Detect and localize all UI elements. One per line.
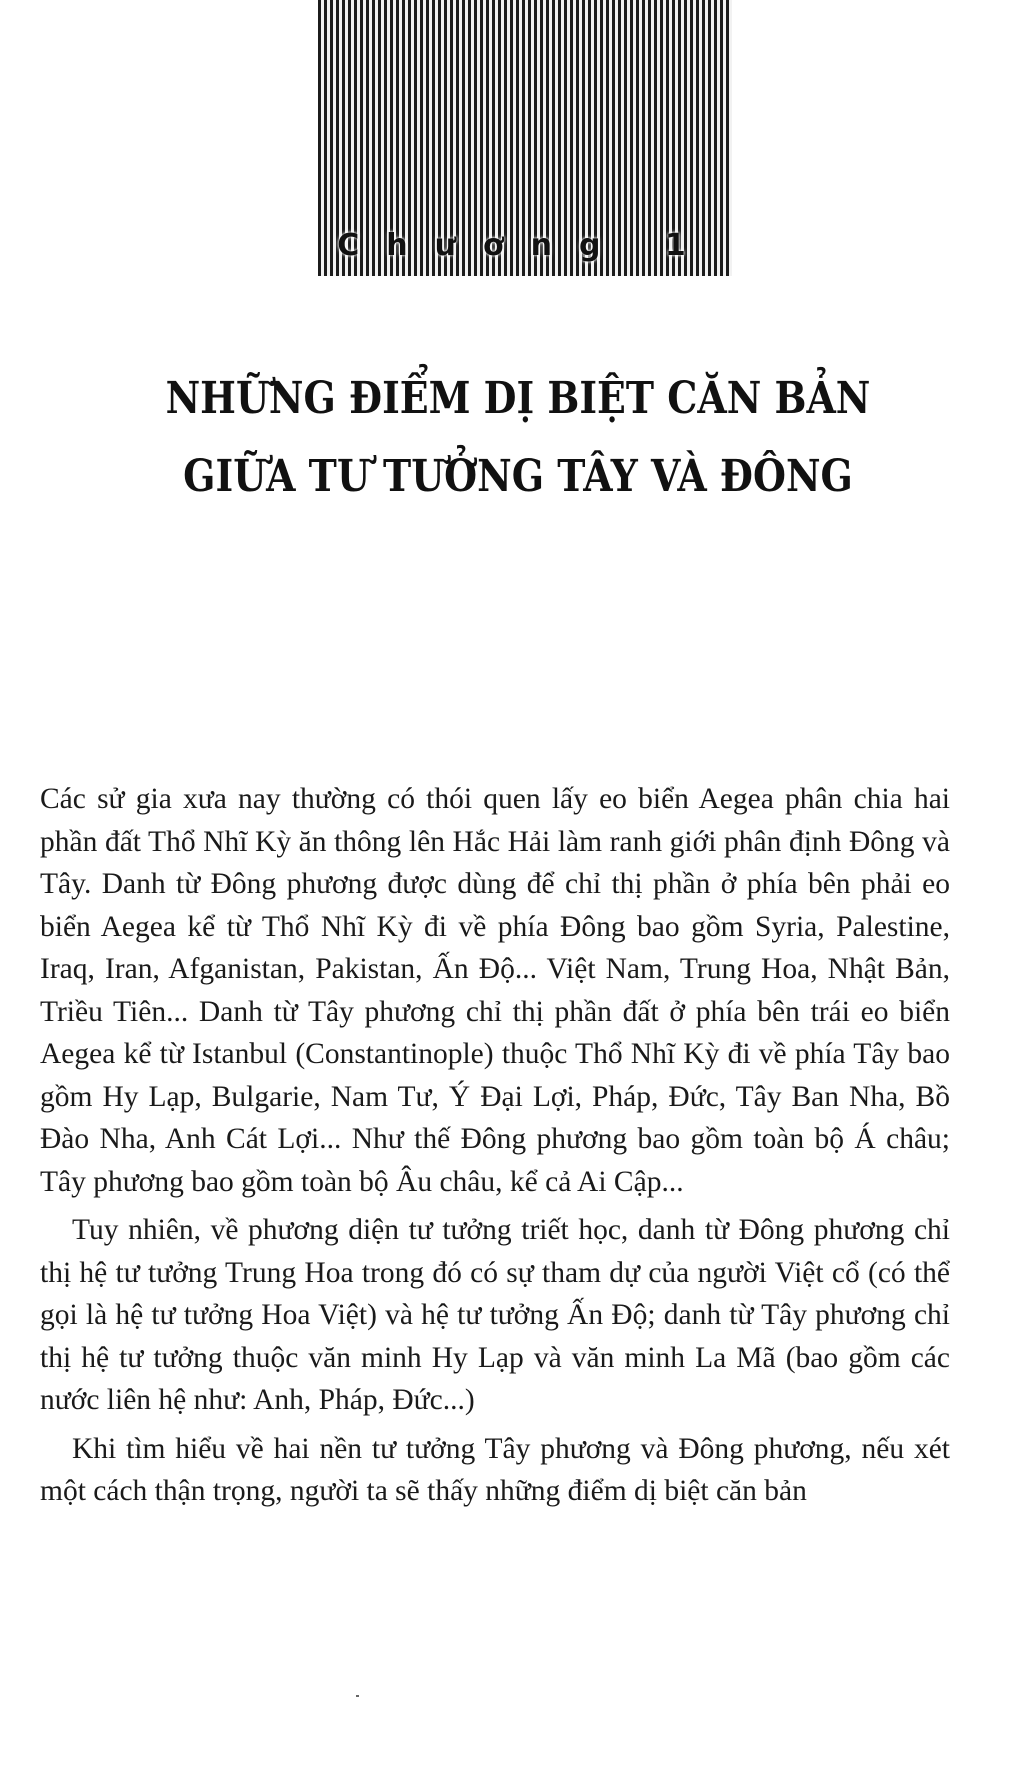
paragraph-1: Các sử gia xưa nay thường có thói quen lấy eo biển Aegea phân chia hai phần đất Thổ Nhĩ Kỳ ăn thông lên Hắc Hải làm ranh giới phân định Đông và Tây. Danh từ Đông phương được dùng để chỉ thị phần ở phía bên phải eo biển Aegea kể từ Thổ Nhĩ Kỳ đi về phía Đông bao gồm Syria, Palestine, Iraq, Iran, Afganistan, Pakistan, Ấn Độ... Việt Nam, Trung Hoa, Nhật Bản, Triều Tiên... Danh từ Tây phương chỉ thị phần đất ở phía bên trái eo biển Aegea kể từ Istanbul (Constantinople) thuộc Thổ Nhĩ Kỳ đi về phía Tây bao gồm Hy Lạp, Bulgarie, Nam Tư, Ý Đại Lợi, Pháp, Đức, Tây Ban Nha, Bồ Đào Nha, Anh Cát Lợi... Như thế Đông phương bao gồm toàn bộ Á châu; Tây phương bao gồm toàn bộ Âu châu, kể cả Ai Cập... — [40, 783, 950, 1198]
body-text — [40, 778, 950, 1519]
paragraph-2: Tuy nhiên, về phương diện tư tưởng triết học, danh từ Đông phương chỉ thị hệ tư tưởng Trung Hoa trong đó có sự tham dự của người Việt cổ (có thể gọi là hệ tư tưởng Hoa Việt) và hệ tư tưởng Ấn Độ; danh từ Tây phương chỉ thị hệ tư tưởng thuộc văn minh Hy Lạp và văn minh La Mã (bao gồm các nước liên hệ như: Anh, Pháp, Đức...) — [40, 1214, 950, 1416]
chapter-label: Chương 1 — [337, 228, 713, 263]
chapter-title-line-1: NHỮNG ĐIỂM DỊ BIỆT CĂN BẢN — [165, 373, 871, 424]
paragraph-3: Khi tìm hiểu về hai nền tư tưởng Tây phương và Đông phương, nếu xét một cách thận trọng, người ta sẽ thấy những điểm dị biệt căn bản — [40, 1432, 950, 1507]
chapter-title — [159, 360, 878, 516]
chapter-banner — [318, 0, 732, 276]
chapter-title-line-2: GIỮA TƯ TƯỞNG TÂY VÀ ĐÔNG — [183, 451, 853, 502]
page-mark — [356, 1695, 359, 1697]
